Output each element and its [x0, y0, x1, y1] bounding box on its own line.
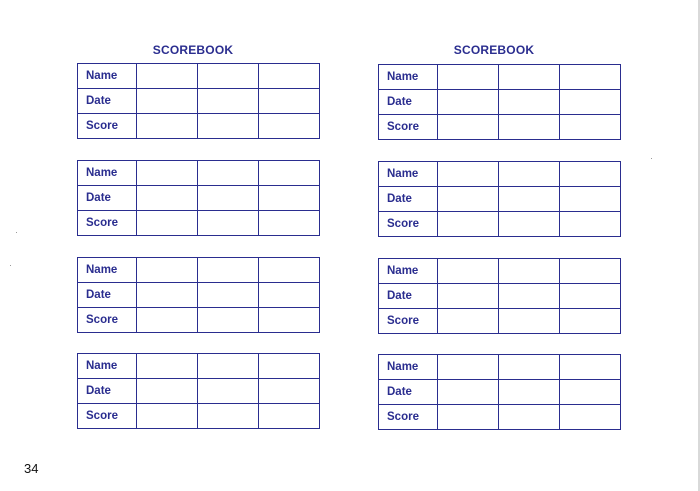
score-row	[78, 404, 320, 429]
score-cell	[137, 64, 198, 89]
score-cell	[560, 284, 621, 309]
date-label: Date	[78, 379, 137, 404]
name-row	[78, 258, 320, 283]
score-cell	[438, 309, 499, 334]
name-label: Name	[78, 161, 137, 186]
name-row	[78, 354, 320, 379]
score-cell	[499, 405, 560, 430]
score-label: Score	[379, 212, 438, 237]
score-cell	[259, 258, 320, 283]
score-cell	[259, 64, 320, 89]
name-label: Name	[379, 65, 438, 90]
name-label: Name	[78, 354, 137, 379]
score-cell	[259, 379, 320, 404]
date-label: Date	[379, 380, 438, 405]
score-cell	[259, 404, 320, 429]
score-cell	[198, 211, 259, 236]
score-cell	[198, 308, 259, 333]
date-label: Date	[78, 283, 137, 308]
score-cell	[137, 354, 198, 379]
date-row	[379, 90, 621, 115]
paper-speck	[16, 232, 17, 233]
score-cell	[438, 212, 499, 237]
page-number: 34	[24, 461, 39, 476]
right-scorebook-title: SCOREBOOK	[453, 43, 535, 57]
score-cell	[259, 114, 320, 139]
score-cell	[560, 259, 621, 284]
date-row	[78, 379, 320, 404]
score-row	[379, 309, 621, 334]
scorecard-left-2	[77, 160, 320, 236]
paper-speck	[651, 158, 652, 159]
date-row	[78, 89, 320, 114]
score-cell	[198, 114, 259, 139]
score-label: Score	[379, 405, 438, 430]
score-cell	[499, 212, 560, 237]
score-cell	[499, 90, 560, 115]
score-cell	[499, 259, 560, 284]
date-label: Date	[78, 89, 137, 114]
score-row	[379, 115, 621, 140]
left-scorebook-title: SCOREBOOK	[152, 43, 234, 57]
scorecard-left-1	[77, 63, 320, 139]
scorecard-right-1	[378, 64, 621, 140]
score-label: Score	[78, 404, 137, 429]
score-cell	[438, 355, 499, 380]
date-label: Date	[78, 186, 137, 211]
score-row	[78, 114, 320, 139]
score-cell	[198, 89, 259, 114]
score-cell	[137, 114, 198, 139]
name-label: Name	[379, 162, 438, 187]
name-label: Name	[78, 64, 137, 89]
score-cell	[198, 354, 259, 379]
score-cell	[198, 186, 259, 211]
score-cell	[137, 404, 198, 429]
score-cell	[560, 65, 621, 90]
score-cell	[438, 90, 499, 115]
score-label: Score	[78, 308, 137, 333]
name-row	[78, 161, 320, 186]
score-cell	[198, 258, 259, 283]
score-cell	[499, 284, 560, 309]
score-row	[379, 212, 621, 237]
score-cell	[198, 379, 259, 404]
score-cell	[438, 187, 499, 212]
score-label: Score	[78, 114, 137, 139]
score-cell	[259, 283, 320, 308]
score-cell	[137, 211, 198, 236]
scorecard-left-3	[77, 257, 320, 333]
score-cell	[198, 161, 259, 186]
scorecard-right-2	[378, 161, 621, 237]
score-cell	[438, 162, 499, 187]
score-cell	[560, 187, 621, 212]
name-label: Name	[379, 259, 438, 284]
score-cell	[560, 212, 621, 237]
score-cell	[560, 309, 621, 334]
score-cell	[137, 89, 198, 114]
score-cell	[259, 308, 320, 333]
score-cell	[137, 283, 198, 308]
scorecard-left-4	[77, 353, 320, 429]
score-cell	[560, 380, 621, 405]
score-cell	[137, 161, 198, 186]
score-cell	[259, 211, 320, 236]
score-label: Score	[379, 115, 438, 140]
score-cell	[438, 65, 499, 90]
score-cell	[259, 161, 320, 186]
score-cell	[499, 65, 560, 90]
score-cell	[438, 284, 499, 309]
score-cell	[499, 355, 560, 380]
name-row	[379, 355, 621, 380]
date-row	[379, 380, 621, 405]
score-cell	[560, 355, 621, 380]
score-cell	[560, 90, 621, 115]
paper-speck	[10, 265, 11, 266]
score-cell	[259, 354, 320, 379]
score-cell	[198, 283, 259, 308]
score-cell	[499, 380, 560, 405]
score-label: Score	[379, 309, 438, 334]
date-label: Date	[379, 284, 438, 309]
scorecard-right-4	[378, 354, 621, 430]
score-cell	[499, 309, 560, 334]
score-row	[379, 405, 621, 430]
score-cell	[499, 115, 560, 140]
date-row	[379, 284, 621, 309]
date-row	[379, 187, 621, 212]
score-cell	[137, 379, 198, 404]
name-row	[379, 65, 621, 90]
score-row	[78, 211, 320, 236]
score-cell	[560, 115, 621, 140]
name-row	[379, 162, 621, 187]
name-label: Name	[78, 258, 137, 283]
left-scorebook-column	[77, 40, 309, 422]
score-cell	[198, 404, 259, 429]
score-cell	[438, 115, 499, 140]
name-row	[78, 64, 320, 89]
score-cell	[438, 380, 499, 405]
name-label: Name	[379, 355, 438, 380]
score-cell	[259, 186, 320, 211]
score-cell	[438, 259, 499, 284]
date-label: Date	[379, 90, 438, 115]
score-cell	[438, 405, 499, 430]
score-label: Score	[78, 211, 137, 236]
score-cell	[259, 89, 320, 114]
scorecard-right-3	[378, 258, 621, 334]
score-cell	[137, 308, 198, 333]
score-cell	[560, 162, 621, 187]
score-cell	[137, 258, 198, 283]
score-row	[78, 308, 320, 333]
name-row	[379, 259, 621, 284]
date-label: Date	[379, 187, 438, 212]
score-cell	[560, 405, 621, 430]
score-cell	[137, 186, 198, 211]
score-cell	[499, 162, 560, 187]
date-row	[78, 186, 320, 211]
date-row	[78, 283, 320, 308]
right-scorebook-column	[378, 40, 610, 423]
score-cell	[198, 64, 259, 89]
score-cell	[499, 187, 560, 212]
